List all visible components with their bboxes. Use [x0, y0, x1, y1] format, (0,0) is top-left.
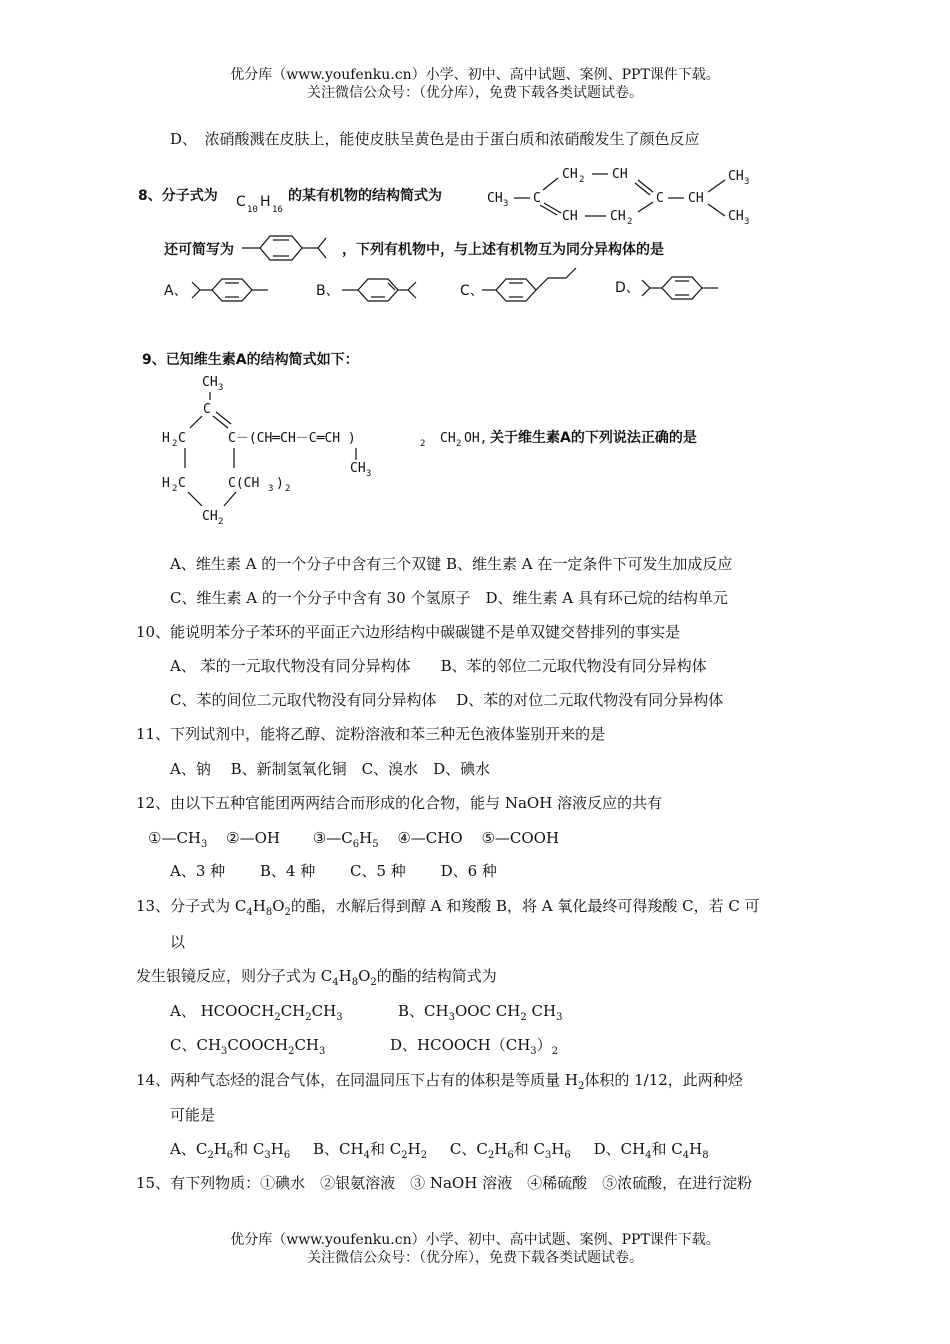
- q8-ch-top: CH: [612, 167, 628, 182]
- q12-groups: $①—CH_3$ ②—OH $③—C_6H_5$ ④—CHO ⑤—COOH: [148, 829, 560, 850]
- q9-options-ab: A、维生素 A 的一个分子中含有三个双键 B、维生素 A 在一定条件下可发生加成反应: [170, 555, 733, 573]
- q8-c-left: C: [533, 191, 541, 206]
- q8-ch3-left: CH: [487, 191, 503, 206]
- q9-h2c-1-c: C: [178, 431, 186, 446]
- footer-line-1: 优分库（www.youfenku.cn）小学、初中、高中试题、案例、PPT课件下载。: [230, 1232, 720, 1248]
- q12-stem: 12、由以下五种官能团两两结合而形成的化合物，能与 NaOH 溶液反应的共有: [136, 794, 663, 812]
- q8-opt-d-structure: [642, 277, 718, 299]
- q9-c-ch3-2-end: ): [276, 476, 284, 491]
- q12-options: A、3 种 B、4 种 C、5 种 D、6 种: [170, 862, 497, 880]
- q12-group-1: ①—CH: [148, 829, 202, 847]
- q8-skeletal-main: [242, 236, 326, 260]
- q8-opt-d-label: D、: [615, 280, 640, 296]
- q8-stem2-post: ，下列有机物中，与上述有机物互为同分异构体的是: [342, 242, 664, 258]
- q9-c-top: C: [203, 402, 211, 417]
- q9-ch3-top: CH: [202, 375, 218, 390]
- q14-stem-cont: 可能是: [170, 1106, 216, 1124]
- q9-bond-d: [188, 492, 202, 506]
- q8-bond-9: [708, 180, 725, 192]
- q8-bond-5b: [635, 183, 650, 195]
- q9-c-ch3-2: C(CH: [228, 476, 260, 491]
- q10-options-ab: A、 苯的一元取代物没有同分异构体 B、苯的邻位二元取代物没有同分异构体: [170, 657, 707, 675]
- q9-bond-b1: [216, 412, 231, 424]
- q8-formula-c-sub: 10: [247, 205, 258, 215]
- q8-ch3-up-sub: 3: [744, 177, 750, 187]
- header-line-1: 优分库（www.youfenku.cn）小学、初中、高中试题、案例、PPT课件下载。: [230, 67, 720, 83]
- q9-ch2-bottom-sub: 2: [218, 517, 224, 527]
- q8-structure: [130, 160, 810, 310]
- q9-ch3-top-sub: 3: [218, 383, 224, 393]
- q9-ch2-bottom: CH: [202, 509, 218, 524]
- q9-h2c-2-c: C: [178, 476, 186, 491]
- q8-ch2-bottom-sub: 2: [627, 217, 633, 227]
- q8-bond-3a: [540, 205, 557, 215]
- q8-opt-a-structure: [192, 279, 268, 301]
- q8-bond-5a: [638, 180, 653, 192]
- q9-bond-a: [190, 416, 202, 428]
- q9-h2c-1-sub: 2: [172, 439, 178, 449]
- q8-bond-2: [543, 178, 558, 190]
- q11-stem: 11、下列试剂中，能将乙醇、淀粉溶液和苯三种无色液体鉴别开来的是: [136, 725, 606, 743]
- q14-opt-c: C、$C_2H_6$和 $C_3H_6$: [449, 1140, 571, 1161]
- q8-stem-post: 的某有机物的结构简式为: [288, 188, 442, 204]
- q12-group-5: ⑤—COOH: [481, 829, 560, 847]
- q14-opt-d: D、$CH_4$和 $C_4H_8$: [593, 1140, 709, 1161]
- q9-options-cd: C、维生素 A 的一个分子中含有 30 个氢原子 D、维生素 A 具有环己烷的结构单元: [170, 589, 728, 607]
- q9-chain-sub: 2: [420, 439, 426, 449]
- q15-stem: 15、有下列物质：①碘水 ②银氨溶液 ③ NaOH 溶液 ④稀硫酸 ⑤浓硫酸，在进行淀粉: [136, 1174, 753, 1192]
- q8-opt-c-label: C、: [460, 283, 484, 299]
- q9-ch3-chain: CH: [350, 461, 366, 476]
- q13-stem-2: 发生银镜反应，则分子式为 $C_4H_8O_2$的酯的结构简式为: [136, 967, 497, 988]
- q10-stem: 10、能说明苯分子苯环的平面正六边形结构中碳碳键不是单双键交替排列的事实是: [136, 623, 681, 641]
- q14-opt-a: A、$C_2H_6$和 $C_3H_6$: [170, 1140, 291, 1161]
- q8-bond-10: [708, 204, 725, 216]
- header-line-2: 关注微信公众号：（优分库），免费下载各类试题试卷。: [307, 85, 643, 101]
- q8-ch3-down: CH: [728, 209, 744, 224]
- q14-stem: 14、两种气态烃的混合气体，在同温同压下占有的体积是等质量 $H_2$体积的 1/12，此两种烃: [136, 1071, 743, 1092]
- q7-option-d: D、 浓硝酸溅在皮肤上，能使皮肤呈黄色是由于蛋白质和浓硝酸发生了颜色反应: [170, 130, 700, 148]
- q13-option-a: A、 $HCOOCH_2CH_2CH_3$: [170, 1002, 343, 1023]
- q8-ch2-top: CH: [562, 167, 578, 182]
- q9-stem-post: 关于维生素A的下列说法正确的是: [490, 430, 697, 446]
- q9-ch2oh: CH: [440, 431, 456, 446]
- q8-c-right: C: [656, 191, 664, 206]
- q8-ch2-top-sub: 2: [579, 175, 585, 185]
- q9-chain: C－(CH═CH－C═CH ): [228, 431, 356, 446]
- footer-line-2: 关注微信公众号：（优分库），免费下载各类试题试卷。: [307, 1250, 643, 1266]
- q12-group-4: ④—CHO: [397, 829, 463, 847]
- q13-option-b: B、$CH_3OOC$ $CH_2$ $CH_3$: [398, 1002, 563, 1023]
- q9-bond-b2: [213, 416, 228, 428]
- q8-ch3-down-sub: 3: [744, 217, 750, 227]
- q9-ch3-chain-sub: 3: [366, 469, 372, 479]
- q8-ch3-left-sub: 3: [503, 199, 509, 209]
- q9-ch2oh-sub: 2: [456, 439, 462, 449]
- q8-opt-a-label: A、: [164, 283, 188, 299]
- q9-structure: [130, 340, 810, 530]
- q8-stem-pre: 8、分子式为: [138, 188, 218, 204]
- q13-option-d: D、$HCOOCH(CH_3)_2$: [390, 1036, 559, 1057]
- q9-c-ch3-2-sub2: 2: [285, 484, 291, 494]
- q13-stem-cont: 以: [170, 933, 186, 951]
- q12-group-3: ③—C: [312, 829, 353, 847]
- q8-opt-b-structure: [342, 279, 416, 301]
- q11-options: A、钠 B、新制氢氧化铜 C、溴水 D、碘水: [170, 760, 491, 778]
- q8-ch3-up: CH: [728, 169, 744, 184]
- q8-opt-b-label: B、: [316, 283, 340, 299]
- q8-bond-7: [638, 202, 653, 212]
- q9-h2c-2: H: [162, 476, 170, 491]
- q13-stem: 13、分子式为 $C_4H_8O_2$的酯，水解后得到醇 A 和羧酸 B，将 A 氧化最终可得羧酸 C，若 C 可: [136, 897, 760, 918]
- q8-formula-h-sub: 16: [272, 205, 283, 215]
- q13-option-c: C、$CH_3COOCH_2CH_3$: [170, 1036, 326, 1057]
- q8-bond-3b: [544, 203, 561, 213]
- q12-group-2: ②—OH: [226, 829, 280, 847]
- q8-stem2-pre: 还可简写为: [164, 242, 234, 258]
- q9-bond-e: [224, 492, 236, 506]
- q14-options: [170, 1140, 709, 1161]
- q8-ch-iso: CH: [688, 191, 704, 206]
- q8-opt-c-structure: [482, 268, 576, 301]
- q14-opt-b: B、$CH_4$和 $C_2H_2$: [313, 1140, 428, 1161]
- q9-oh: OH,: [464, 431, 488, 446]
- q8-ch2-bottom: CH: [610, 209, 626, 224]
- q8-formula-h: H: [260, 194, 271, 210]
- q8-ch-bottom: CH: [562, 209, 578, 224]
- q9-stem: 9、已知维生素A的结构简式如下：: [142, 352, 359, 368]
- q9-h2c-2-sub: 2: [172, 484, 178, 494]
- q10-options-cd: C、苯的间位二元取代物没有同分异构体 D、苯的对位二元取代物没有同分异构体: [170, 691, 724, 709]
- q8-formula-c: C: [236, 194, 246, 210]
- q9-c-ch3-2-sub: 3: [268, 484, 274, 494]
- q9-h2c-1: H: [162, 431, 170, 446]
